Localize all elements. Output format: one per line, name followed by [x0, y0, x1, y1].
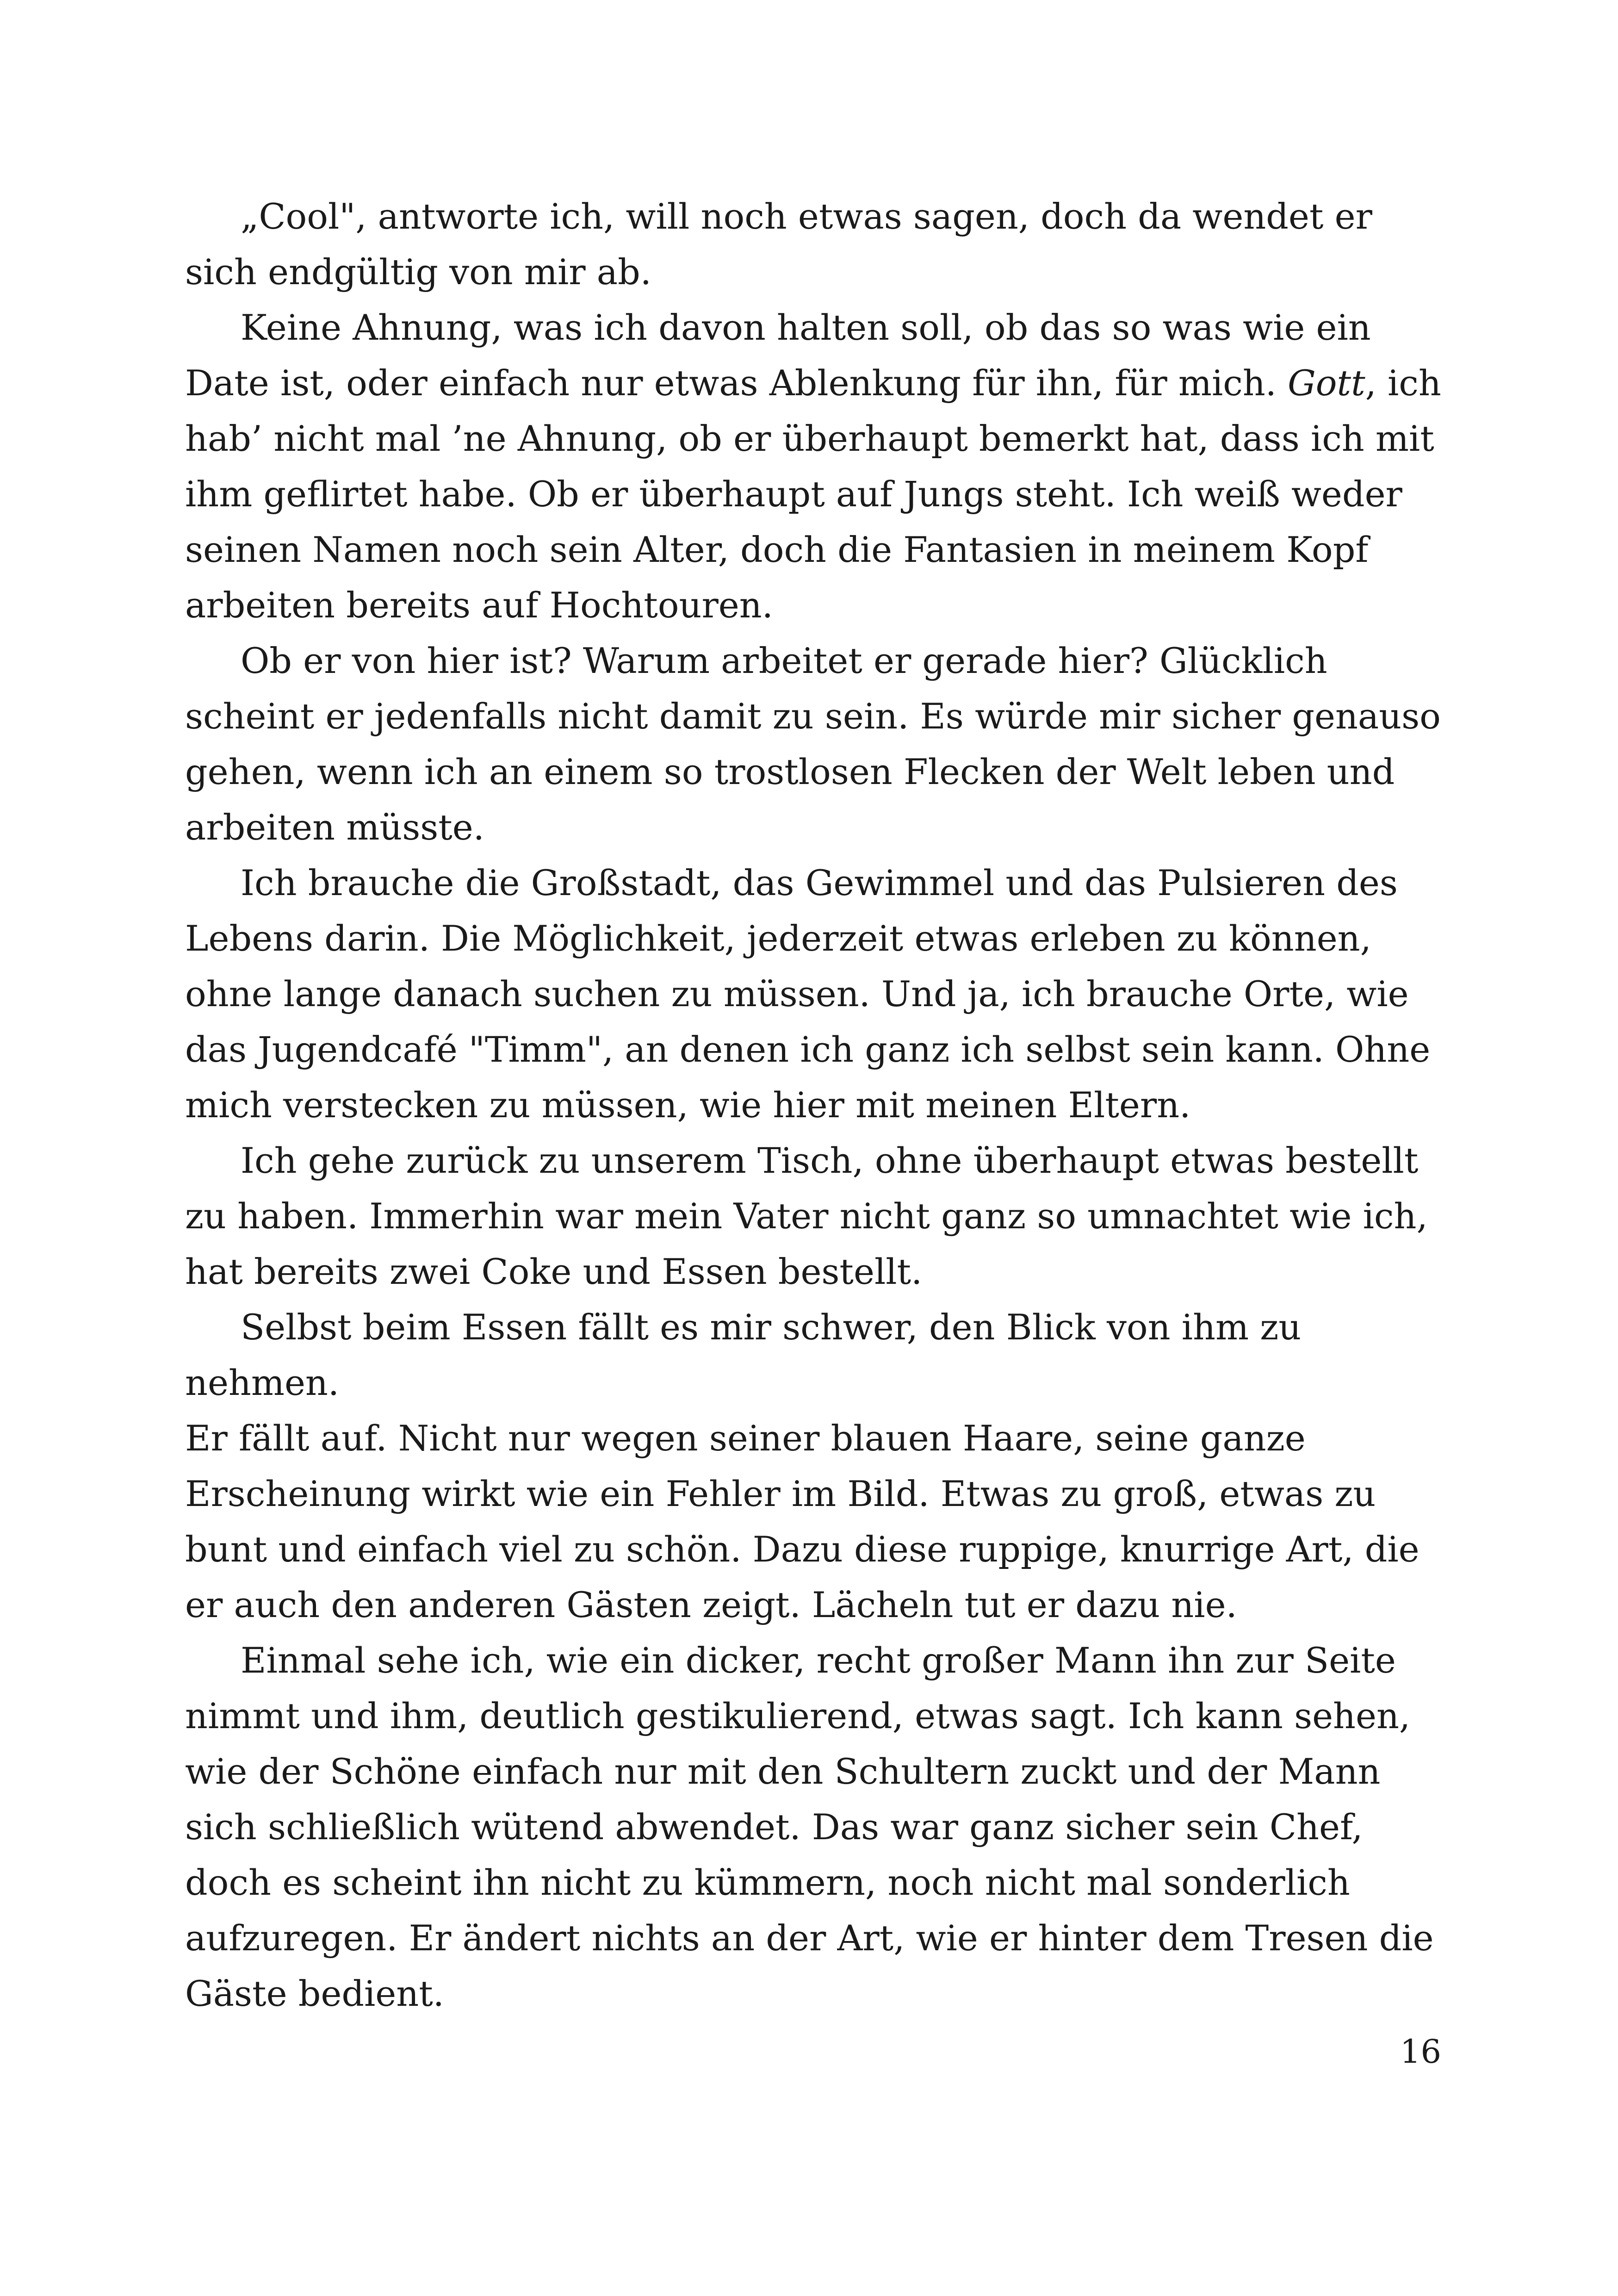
paragraph	[185, 300, 1441, 633]
paragraph: Ich brauche die Großstadt, das Gewimmel und das Pulsieren des Lebens darin. Die Möglichkeit, jederzeit etwas erleben zu können, ohne lange danach suchen zu müssen. Und ja, ich brauche Orte, wie das Jugendcafé "Timm", an denen ich ganz ich selbst sein kann. Ohne mich verstecken zu müssen, wie hier mit meinen Eltern.	[185, 862, 1431, 1126]
paragraph: Selbst beim Essen fällt es mir schwer, den Blick von ihm zu nehmen.	[185, 1307, 1302, 1403]
paragraph: Ich gehe zurück zu unserem Tisch, ohne überhaupt etwas bestellt zu haben. Immerhin war mein Vater nicht ganz so umnachtet wie ich, hat bereits zwei Coke und Essen bestellt.	[185, 1140, 1428, 1292]
paragraph: Er fällt auf. Nicht nur wegen seiner blauen Haare, seine ganze Erscheinung wirkt wie ein Fehler im Bild. Etwas zu groß, etwas zu bunt und einfach viel zu schön. Dazu diese ruppige, knurrige Art, die er auch den anderen Gästen zeigt. Lächeln tut er dazu nie.	[185, 1418, 1420, 1625]
page-number: 16	[1400, 2033, 1441, 2071]
paragraph-text: Keine Ahnung, was ich davon halten soll, ob das so was wie ein Date ist, oder einfach nur etwas Ablenkung für ihn, für mich.	[185, 307, 1371, 404]
paragraph-text: , ich hab’ nicht mal ’ne Ahnung, ob er überhaupt bemerkt hat, dass ich mit ihm geflirtet habe. Ob er überhaupt auf Jungs steht. Ich weiß weder seinen Namen noch sein Alter, doch die Fantasien in meinem Kopf arbeiten bereits auf Hochtouren.	[185, 362, 1441, 626]
paragraph: Ob er von hier ist? Warum arbeitet er gerade hier? Glücklich scheint er jedenfalls nicht damit zu sein. Es würde mir sicher genauso gehen, wenn ich an einem so trostlosen Flecken der Welt leben und arbeiten müsste.	[185, 640, 1441, 848]
paragraph: Einmal sehe ich, wie ein dicker, recht großer Mann ihn zur Seite nimmt und ihm, deutlich gestikulierend, etwas sagt. Ich kann sehen, wie der Schöne einfach nur mit den Schultern zuckt und der Mann sich schließlich wütend abwendet. Das war ganz sicher sein Chef, doch es scheint ihn nicht zu kümmern, noch nicht mal sonderlich aufzuregen. Er ändert nichts an der Art, wie er hinter dem Tresen die Gäste bedient.	[185, 1640, 1434, 2014]
emphasized-word: Gott	[1288, 362, 1365, 404]
paragraph: „Cool", antworte ich, will noch etwas sagen, doch da wendet er sich endgültig von mir ab.	[185, 196, 1372, 292]
body-text	[185, 189, 1441, 2022]
